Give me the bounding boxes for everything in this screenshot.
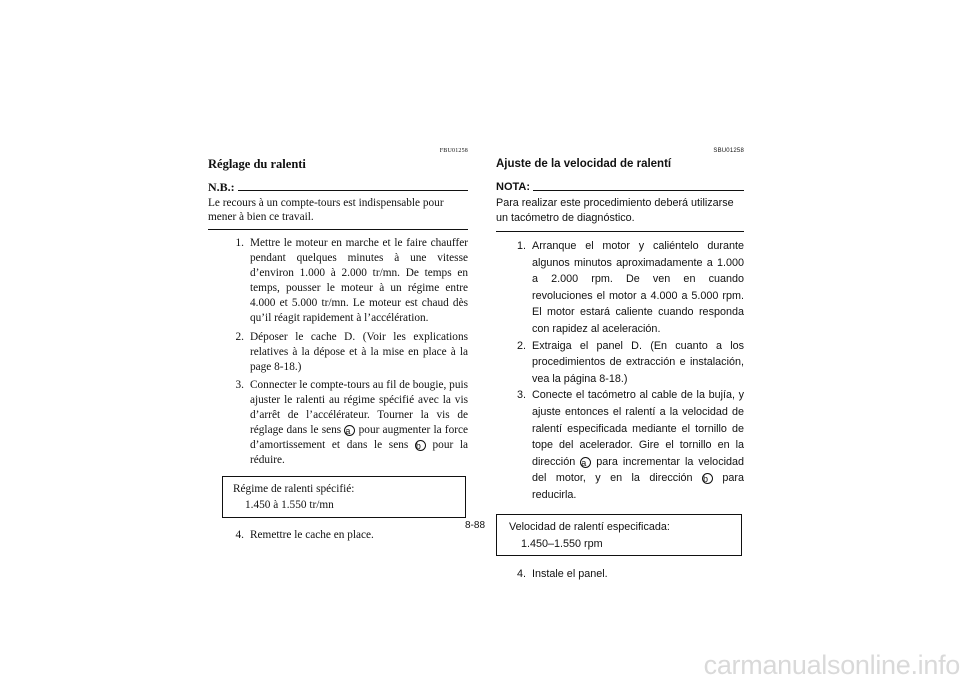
step-text: Arranque el motor y caliéntelo durante algunos minutos aproximadamente a 1.000 a 2.000 rpm. De ven en cuando revoluciones el motor a 4.000 a 5.000 rpm. El motor estará caliente cuando responda con rapidez al aceleración. <box>532 240 744 335</box>
step-number: 2. <box>235 330 244 343</box>
note-end-rule <box>496 231 744 232</box>
step-number: 3. <box>235 378 244 391</box>
step-text-part: pour la réduire. <box>250 439 468 467</box>
step-number: 3. <box>516 389 526 402</box>
steps-list <box>208 236 468 468</box>
step-text-part: para incrementar la velocidad del motor, y en la dirección <box>532 455 745 485</box>
marker-a-icon: a <box>344 425 355 436</box>
spec-value: 1.450–1.550 rpm <box>521 537 603 550</box>
spec-box <box>222 476 466 518</box>
note-header <box>496 180 744 194</box>
watermark: carmanualsonline.info <box>703 650 960 680</box>
step-number: 4. <box>516 567 526 580</box>
step-text-part: pour augmenter la force d’amortissement et dans le sens <box>250 424 469 452</box>
step-3 <box>208 378 468 469</box>
step-text: Instale el panel. <box>532 567 608 580</box>
step-text: Déposer le cache D. (Voir les explications relatives à la dépose et à la mise en place à la page 8-18.) <box>250 330 468 373</box>
spec-label: Régime de ralenti spécifié: <box>233 483 355 496</box>
section-title: Réglage du ralenti <box>208 157 306 171</box>
step-number: 2. <box>516 339 526 352</box>
section-title: Ajuste de la velocidad de ralentí <box>496 158 672 170</box>
note-rule <box>238 190 468 191</box>
steps-list <box>496 238 744 504</box>
step-1 <box>496 238 744 338</box>
step-text <box>532 387 744 503</box>
step-text <box>250 378 468 469</box>
spec-label: Velocidad de ralentí especificada: <box>509 520 670 533</box>
step-text: Remettre le cache en place. <box>250 529 374 542</box>
step-4 <box>208 528 468 543</box>
note-label: NOTA: <box>496 181 531 193</box>
step-text-part: Conecte el tacómetro al cable de la bujía, y ajuste entonces el ralentí a la velocidad de ralentí especificada mediante el tornillo de tope del acelerador. Gire el tornillo en la dirección <box>532 389 744 468</box>
step-3 <box>496 387 744 503</box>
french-column <box>208 147 468 547</box>
page-number: 8-88 <box>465 520 486 531</box>
step-text: Extraiga el panel D. (En cuanto a los procedimientos de extracción e instalación, vea la página 8-18.) <box>532 339 744 385</box>
step-1 <box>208 236 468 327</box>
marker-b-icon: b <box>702 473 713 484</box>
section-code: FBU01258 <box>439 148 468 154</box>
spec-box <box>496 514 742 556</box>
note-text: Para realizar este procedimiento deberá utilizarse un tacómetro de diagnóstico. <box>496 197 734 224</box>
marker-a-icon: a <box>580 457 591 468</box>
note-text: Le recours à un compte-tours est indispensable pour mener à bien ce travail. <box>208 197 444 223</box>
step-number: 4. <box>235 529 244 542</box>
note-label: N.B.: <box>208 180 235 194</box>
marker-b-icon: b <box>415 440 426 451</box>
step-2 <box>496 338 744 388</box>
step-text-part: Connecter le compte-tours au fil de bougie, puis ajuster le ralenti au régime spécifié avec la vis d’arrêt de l’accélérateur. Tourner la vis de réglage dans le sens <box>250 378 468 437</box>
step-text-part: para reducirla. <box>532 472 744 501</box>
spanish-column <box>496 147 744 582</box>
note-header <box>208 180 468 194</box>
step-number: 1. <box>235 237 244 249</box>
spec-value: 1.450 à 1.550 tr/mn <box>245 499 334 512</box>
note-end-rule <box>208 229 468 230</box>
step-text: Mettre le moteur en marche et le faire chauffer pendant quelques minutes à une vitesse d’environ 1.000 à 2.000 tr/mn. De temps en temps, pousser le moteur à un régime entre 4.000 et 5.000 tr/mn. Le moteur est chaud dès qu’il réagit rapidement à l’accélération. <box>250 237 468 325</box>
section-code: SBU01258 <box>713 148 744 154</box>
step-number: 1. <box>516 240 526 252</box>
note-rule <box>533 190 744 191</box>
step-2 <box>208 330 468 375</box>
step-4 <box>496 566 744 583</box>
